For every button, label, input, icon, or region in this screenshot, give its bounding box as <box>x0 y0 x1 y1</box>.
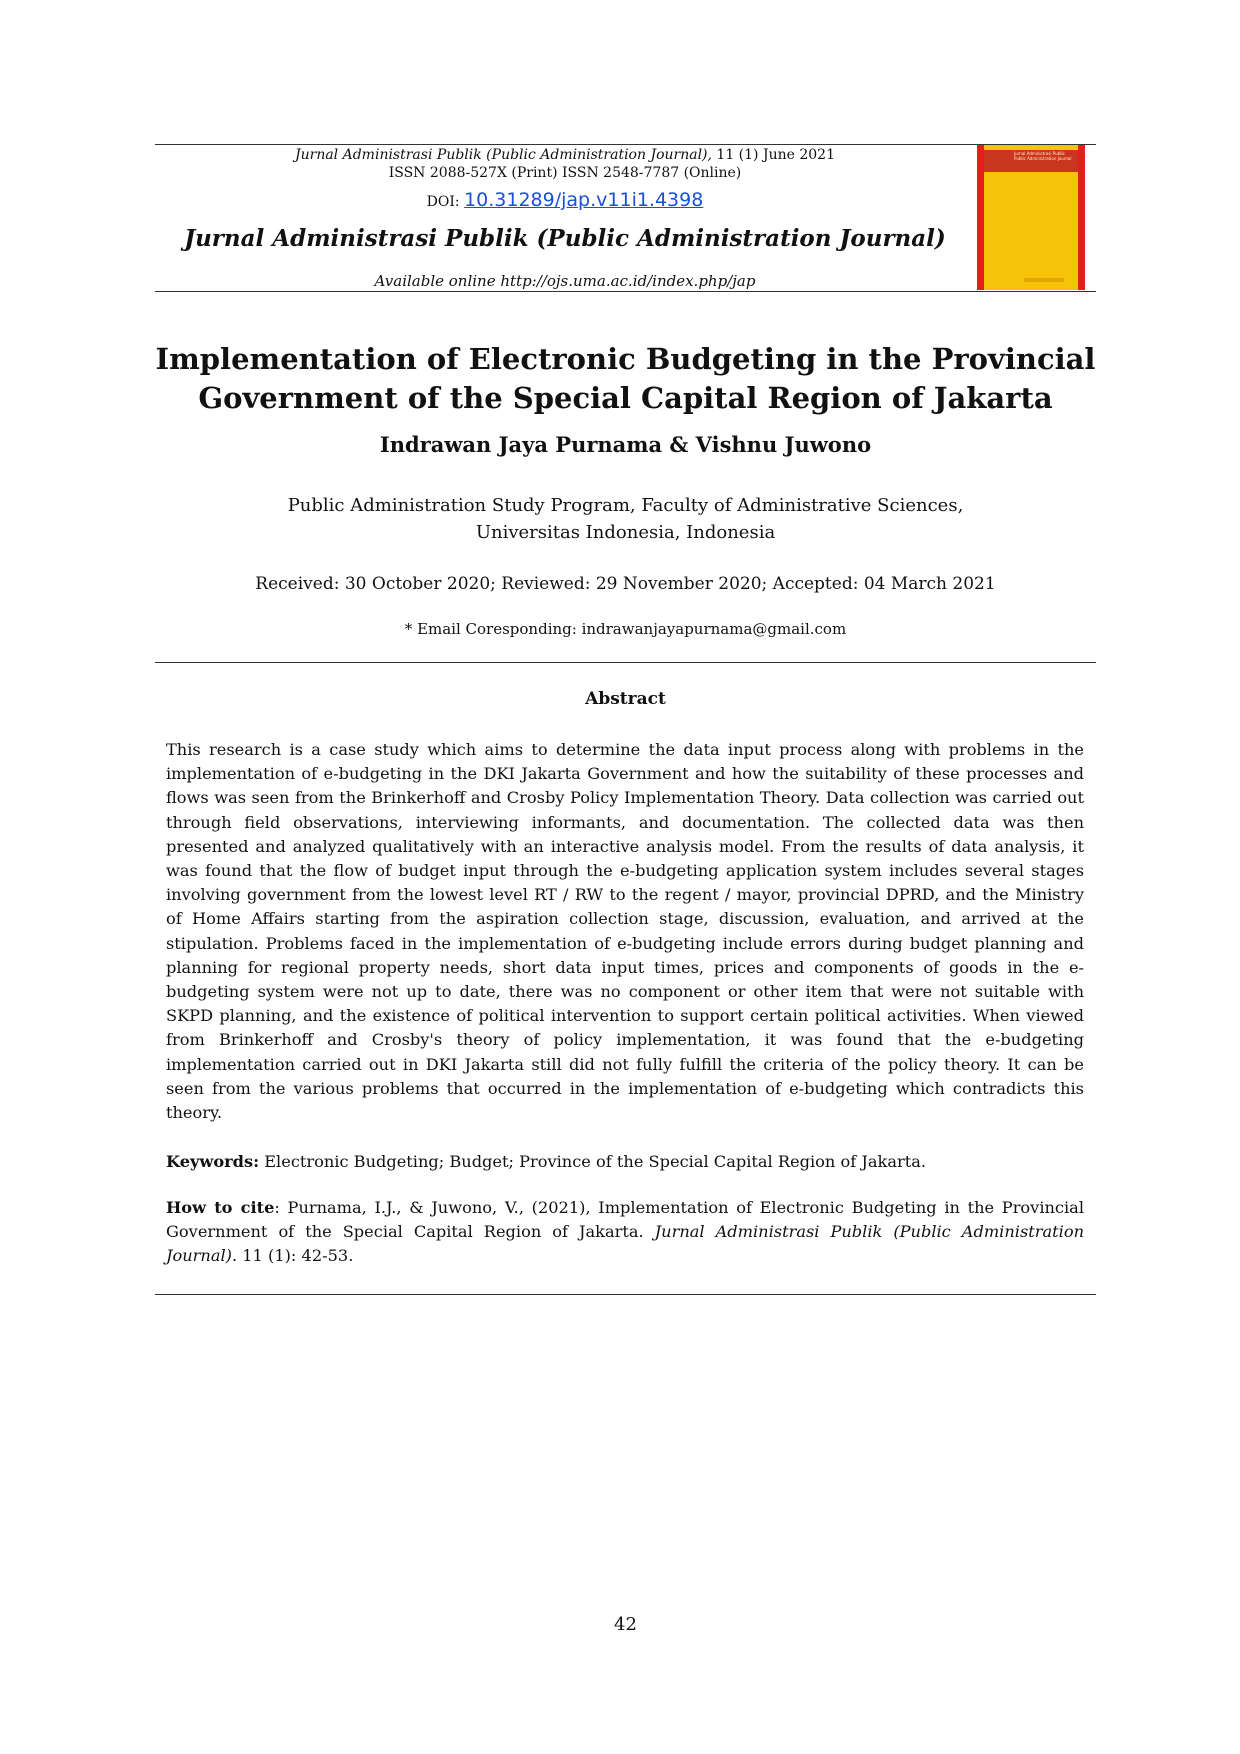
affiliation-line-2: Universitas Indonesia, Indonesia <box>475 522 776 543</box>
corresponding-email: * Email Coresponding: indrawanjayapurnama@gmail.com <box>404 620 847 638</box>
abstract-heading: Abstract <box>585 689 666 709</box>
doi-link[interactable]: 10.31289/jap.v11i1.4398 <box>464 189 704 211</box>
journal-issue: 11 (1) June 2021 <box>711 147 835 163</box>
affiliation <box>155 492 1096 546</box>
header-bottom-rule <box>155 291 1096 292</box>
cite-label: How to cite <box>166 1198 275 1217</box>
journal-cover-image <box>977 145 1085 290</box>
keywords-text: Electronic Budgeting; Budget; Province of the Special Capital Region of Jakarta. <box>259 1152 927 1171</box>
doi-line <box>155 189 975 211</box>
how-to-cite <box>166 1196 1084 1269</box>
journal-citation-line <box>155 147 975 164</box>
cite-tail: . 11 (1): 42-53. <box>231 1246 354 1266</box>
keywords-label: Keywords: <box>166 1152 260 1171</box>
doi-label: DOI: <box>426 194 465 210</box>
page-number: 42 <box>614 1614 637 1635</box>
article-dates: Received: 30 October 2020; Reviewed: 29 November 2020; Accepted: 04 March 2021 <box>255 574 996 594</box>
title-line-2: Government of the Special Capital Region of Jakarta <box>198 381 1053 415</box>
journal-title: Jurnal Administrasi Publik (Public Administration Journal) <box>184 225 946 252</box>
article-title <box>155 340 1096 418</box>
keywords <box>166 1150 1084 1174</box>
authors: Indrawan Jaya Purnama & Vishnu Juwono <box>379 432 872 457</box>
cite-text: : Purnama, I.J., & Juwono, V., (2021), Implementation of Electronic Budgeting in the Provincial Government of the Special Capital Region of Jakarta. <box>166 1198 1084 1242</box>
issn-line: ISSN 2088-527X (Print) ISSN 2548-7787 (Online) <box>388 165 742 181</box>
affiliation-line-1: Public Administration Study Program, Faculty of Administrative Sciences, <box>287 495 964 516</box>
cover-text: Jurnal Administrasi Publik Public Administration Journal <box>1014 151 1072 161</box>
header-top-rule <box>155 144 1096 145</box>
title-line-1: Implementation of Electronic Budgeting in the Provincial <box>155 342 1096 376</box>
abstract-body: This research is a case study which aims to determine the data input process along with problems in the implementation of e-budgeting in the DKI Jakarta Government and how the suitability of these processes and flows was seen from the Brinkerhoff and Crosby Policy Implementation Theory. Data collection was carried out through field observations, interviewing informants, and documentation. The collected data was then presented and analyzed qualitatively with an interactive analysis model. From the results of data analysis, it was found that the flow of budget input through the e-budgeting application system includes several stages involving government from the lowest level RT / RW to the regent / mayor, provincial DPRD, and the Ministry of Home Affairs starting from the aspiration collection stage, discussion, evaluation, and arrived at the stipulation. Problems faced in the implementation of e-budgeting include errors during budget planning and planning for regional property needs, short data input times, prices and components of goods in the e-budgeting system were not up to date, there was no component or other item that were not suitable with SKPD planning, and the existence of political intervention to support certain political activities. When viewed from Brinkerhoff and Crosby's theory of policy implementation, it was found that the e-budgeting implementation carried out in DKI Jakarta still did not fully fulfill the criteria of the policy theory. It can be seen from the various problems that occurred in the implementation of e-budgeting which contradicts this theory. <box>166 740 1084 1123</box>
abstract-bottom-rule <box>155 1294 1096 1295</box>
available-online: Available online http://ojs.uma.ac.id/index.php/jap <box>374 272 756 290</box>
abstract-top-rule <box>155 662 1096 663</box>
journal-name-italic: Jurnal Administrasi Publik (Public Administration Journal), <box>295 147 712 163</box>
cover-footer-mark <box>1024 278 1064 282</box>
cite-journal: Jurnal Administrasi Publik (Public Administration Journal) <box>166 1222 1085 1266</box>
